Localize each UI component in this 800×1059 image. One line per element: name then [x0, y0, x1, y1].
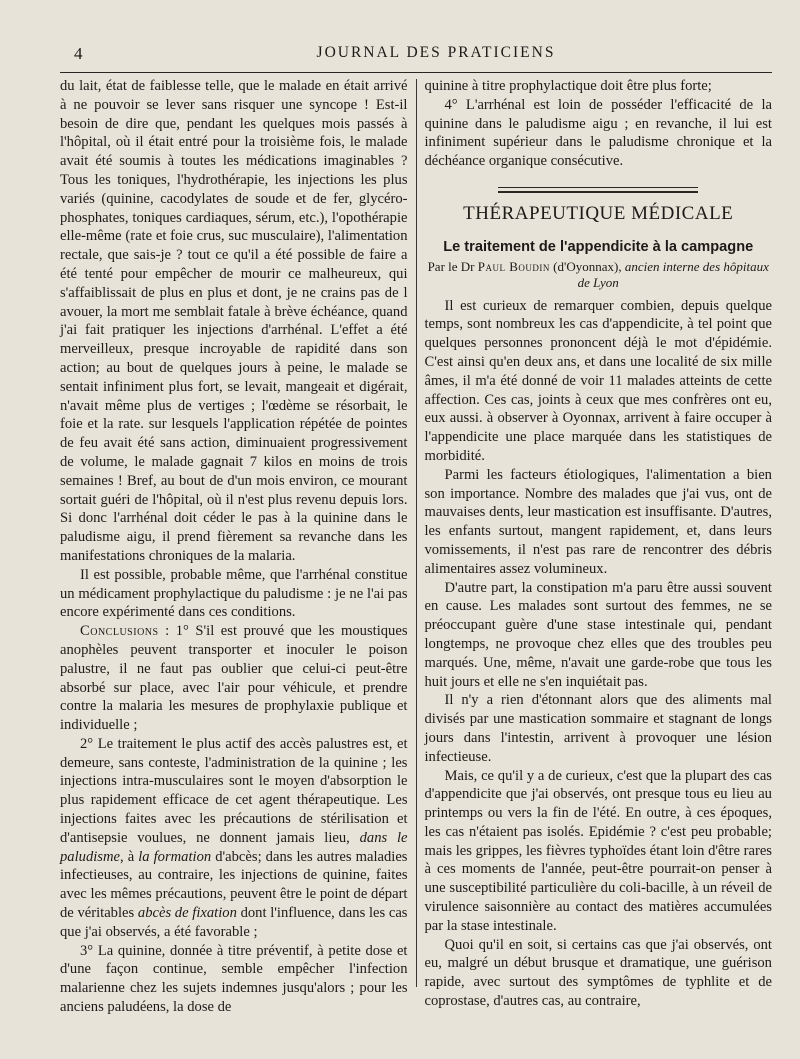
- section-title: THÉRAPEUTIQUE MÉDICALE: [463, 202, 734, 224]
- paragraph: Il est possible, probable même, que l'arrhénal constitue un médicament prophylactique du paludisme : je ne l'ai pas encore expérimenté dans ces conditions.: [60, 566, 408, 621]
- paragraph: Mais, ce qu'il y a de curieux, c'est que la plupart des cas d'appendicite que j'ai observés, ont presque tous eu lieu au printemps ou vers la fin de l'été. En outre, à ces époques, les cas n'étaient pas isolés. Epidémie ? c'est peu probable; mais les grippes, les fièvres typhoïdes étant loin d'être rares à ces moments de l'année, peut-être pourrait-on penser à une susceptibilité particulière du coli-bacille, à un réveil de virulence saisonnière au contact des matières accumulées par la stase intestinale.: [424, 767, 772, 934]
- text-run: d'abcès; dans les autres maladies infectieuses, au contraire, les injections de quinine, faites avec les mêmes précautions, peuvent être le point de départ de véritables: [60, 848, 408, 922]
- byline-place: (d'Oyonnax),: [549, 258, 625, 274]
- paragraph: 3° La quinine, donnée à titre préventif, à petite dose et d'une façon continue, semble empêcher l'infection malarienne chez les sujets indemnes jusqu'alors ; pour les anciens paludéens, la dose de: [60, 942, 408, 1016]
- article-title: Le traitement de l'appendicite à la campagne: [443, 238, 754, 255]
- byline-prefix: Par le Dr: [427, 258, 478, 274]
- paragraph: [60, 735, 408, 942]
- paragraph: Il est curieux de remarquer combien, depuis quelque temps, sont nombreux les cas d'appendicite, à tel point que quelques personnes prononcent déjà le mot d'épidémie. C'est ainsi qu'en deux ans, et dans une localité de six mille âmes, il m'a été donné de voir 11 malades atteints de cette affection. Ces cas, joints à ceux que mes confrères ont eu, eux aussi. à observer à Oyonnax, arrivent à faire occuper à l'appendicite une place marquée dans les statistiques de morbidité.: [424, 297, 772, 464]
- italic-run: la formation: [138, 848, 212, 865]
- page-number: 4: [74, 44, 83, 63]
- left-column: [60, 77, 416, 1017]
- paragraph: 4° L'arrhénal est loin de posséder l'efficacité de la quinine dans le paludisme aigu ; en revanche, il lui est infiniment supérieur dans le paludisme chronique et la déchéance organique consécutive.: [424, 96, 772, 170]
- section-ornament-rule: [498, 187, 698, 193]
- paragraph: quinine à titre prophylactique doit être plus forte;: [424, 78, 712, 94]
- byline-institution: ancien interne des hôpitaux de Lyon: [577, 258, 769, 290]
- paragraph: D'autre part, la constipation m'a paru être aussi souvent en cause. Les malades sont surtout des femmes, ne se préoccupant guère d'une stase intestinale qui, pendant longtemps, ne provoque chez elles que des troubles peu marqués. Une, même, n'avait une garde-robe que tous les huit jours et elle ne s'en inquiétait pas.: [424, 579, 772, 690]
- italic-run: dans le paludisme: [60, 829, 408, 865]
- right-column: [416, 77, 772, 1017]
- byline-author: Paul Boudin: [477, 258, 550, 274]
- running-head: [60, 40, 772, 66]
- header-rule: [60, 72, 772, 73]
- paragraph: Parmi les facteurs étiologiques, l'alimentation a bien son importance. Nombre des malades que j'ai vus, ont de mauvaises dents, leur mastication est insuffisante. D'autres, les enfants surtout, mangent rapidement, et, dans leurs vomissements, il n'est pas rare de rencontrer des débris alimentaires assez volumineux.: [424, 466, 772, 577]
- text-run: 2° Le traitement le plus actif des accès palustres est, et demeure, sans conteste, l'administration de la quinine ; les injections intra-musculaires sont le moyen d'absorption le plus rapidement efficace de cet agent thérapeutique. Les injections faites avec les précautions de stérilisation et d'antisepsie voulues, ne donnent jamais lieu,: [60, 735, 408, 846]
- text-run: dont l'influence, dans les cas que j'ai observés, a été favorable ;: [60, 905, 408, 940]
- ornament-thin-rule: [498, 187, 698, 188]
- conclusions-text: : 1° S'il est prouvé que les moustiques anophèles peuvent transporter et inoculer le poison palustre, il ne faut pas oublier que celui-ci peut-être absorbé sur place, avec l'air pour véhicule, et prendre contre la malaria les mesures de prophylaxie publique et individuelle ;: [60, 623, 408, 734]
- text-run: , à: [120, 848, 139, 865]
- ornament-thick-rule: [498, 191, 698, 193]
- paragraph: Il n'y a rien d'étonnant alors que des aliments mal divisés par une mastication sommaire et stagnant de longs jours dans l'intestin, arrivent à provoquer une lésion infectieuse.: [424, 692, 772, 765]
- conclusions-paragraph: [60, 622, 408, 735]
- conclusions-label: Conclusions: [80, 623, 159, 640]
- paragraph: Quoi qu'il en soit, si certains cas que j'ai observés, ont eu, malgré un début brusque et dramatique, une guérison rapide, avec surtout des symptômes de typhlite et de coprostase, d'autres cas, au contraire,: [424, 936, 772, 1010]
- italic-run: abcès de fixation: [137, 905, 237, 922]
- journal-title: JOURNAL DES PRATICIENS: [316, 44, 556, 61]
- text-columns: [60, 77, 772, 1017]
- byline: [424, 259, 772, 291]
- paragraph: du lait, état de faiblesse telle, que le malade en était arrivé à ne pouvoir se lever sans risquer une syncope ! Est-il besoin de dire que, pendant les quelques mois passés à l'hôpital, où il était entré pour la troisième fois, le malade avait été soumis à toutes les médications imaginables ? Tous les toniques, l'hydrothérapie, les injections les plus variés (quinine, cacodylates de soude et de fer, glycéro-phosphates, toniques cardiaques, sérum, etc.), l'opothérapie elle-même (rate et foie crus, suc musculaire), l'alimentation rectale, que sais-je ? tout ce qu'il a été possible de faire a été tenté pour empêcher de mourir ce malheureux, qui s'affaiblissait de plus en plus et dont, je ne crains pas de l avouer, la mort me semblait fatale à brève échéance, quand j'ai fait pratiquer les injections d'arrhénal. L'effet a été merveilleux, presque incroyable de rapidité dans son action; au bout de quelques jours à peine, le malade se sentait infiniment plus fort, se levait, mangeait et digérait, n'avait même plus de vertiges ; l'œdème se résorbait, le foie et la rate. sur lesquels l'application répétée de pointes de feu avait été sans action, diminuaient progressivement de volume, le malade gagnait 7 kilos en moins de trois semaines ! Bref, au bout de d'un mois environ, ce mourant sortait guéri de l'hôpital, où il n'est plus revenu depuis lors. Si donc l'arrhénal doit céder le pas à la quinine dans le paludisme aigu, il prend fièrement sa revanche dans les manifestations chroniques de la malaria.: [60, 78, 408, 564]
